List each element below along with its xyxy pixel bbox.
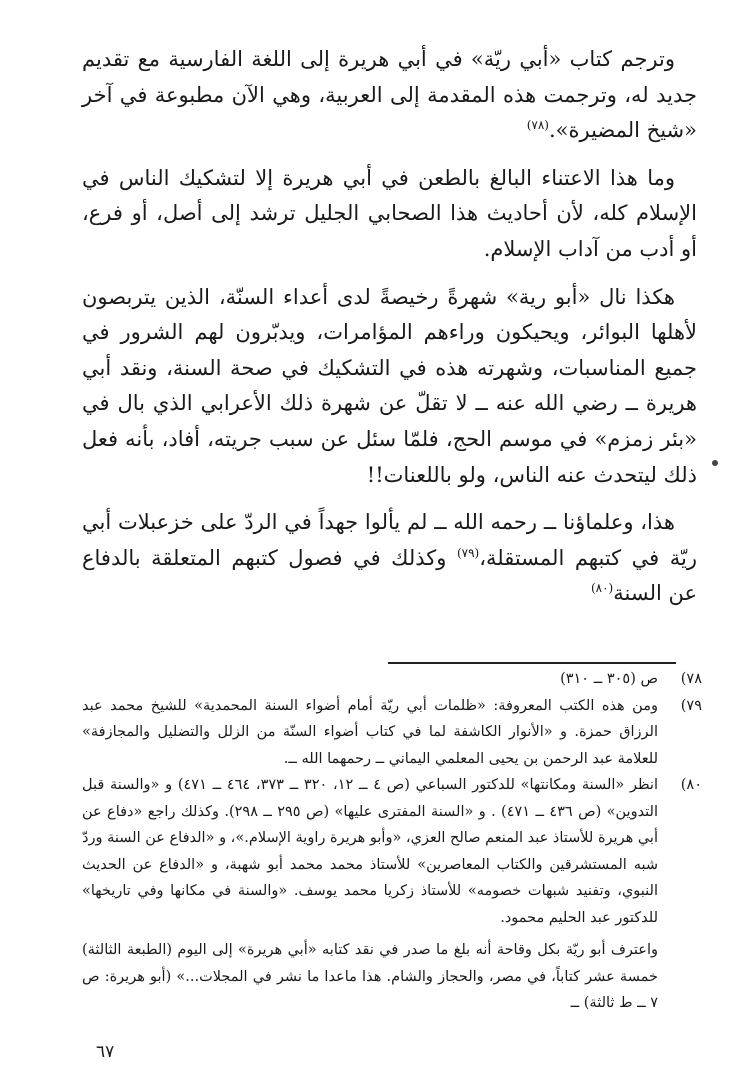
footnotes-block: [82, 666, 702, 1017]
paragraph-4-text-a: هذا، وعلماؤنا ــ رحمه الله ــ لم يألوا جهداً في الردّ على خزعبلات أبي ريّة في كتبهم المستقلة،: [82, 510, 697, 570]
footnote-text: ص (٣٠٥ ــ ٣١٠): [560, 671, 658, 687]
paragraph-2-text: وما هذا الاعتناء البالغ بالطعن في أبي هريرة إلا لتشكيك الناس في الإسلام كله، لأن أحاديث هذا الصحابي الجليل ترشد إلى أصل، أو فرع، أو أدب من آداب الإسلام.: [82, 165, 697, 261]
paragraph-4-text-b: وكذلك في فصول كتبهم المتعلقة بالدفاع عن السنة: [82, 545, 697, 606]
footnote-78: [82, 666, 702, 693]
footnote-text: انظر «السنة ومكانتها» للدكتور السباعي (ص ٤ ــ ١٢، ٣٢٠ ــ ٣٧٣، ٤٦٤ ــ ٤٧١) و «والسنة قبل التدوين» (ص ٤٣٦ ــ ٤٧١) . و «السنة المفترى عليها» (ص ٢٩٥ ــ ٢٩٨). وكذلك راجع «دفاع عن أبي هريرة للأستاذ عبد المنعم صالح العزي، «وأبو هريرة راوية الإسلام.»، و «الدفاع عن السنة وردّ شبه المستشرقين والكتاب المعاصرين» للأستاذ محمد محمد أبو شهبة، و «الدفاع عن الحديث النبوي، وتفنيد شبهات خصومه» للأستاذ زكريا محمد يوسف. «والسنة في مكانها وفي تاريخها» للدكتور عبد الحليم محمود.: [82, 777, 659, 926]
scan-speck: [712, 460, 718, 466]
footnote-ref-78: (٧٨): [526, 118, 549, 133]
paragraph-1: [82, 42, 697, 149]
footnote-continuation: واعترف أبو ريّة بكل وقاحة أنه بلغ ما صدر في نقد كتابه «أبي هريرة» إلى اليوم (الطبعة الثالثة) خمسة عشر كتاباً، في مصر، والحجاز والشام. هذا ماعدا ما نشر في المجلات...» (أبو هريرة: ص ٧ ــ ط ثالثة) ــ: [82, 942, 658, 1011]
paragraph-1-text: وترجم كتاب «أبي ريّة» في أبي هريرة إلى اللغة الفارسية مع تقديم جديد له، وترجمت هذه المقدمة إلى العربية، وهي الآن مطبوعة في آخر «شيخ المضيرة».: [82, 47, 697, 143]
footnote-separator: [388, 662, 676, 664]
footnote-number: ٧٩): [680, 697, 702, 714]
page-number: ٦٧: [96, 1042, 115, 1062]
paragraph-3: [82, 280, 697, 494]
footnote-ref-80: (٨٠): [590, 581, 614, 596]
main-text-block: [82, 42, 697, 612]
paragraph-3-text: هكذا نال «أبو رية» شهرةً رخيصةً لدى أعداء السنّة، الذين يتربصون لأهلها البوائر، ويحيكون وراءهم المؤامرات، ويدبّرون لهم الشرور في جميع المناسبات، وشهرته هذه في التشكيك في صحة السنة، ونقد أبي هريرة ــ رضي الله عنه ــ لا تقلّ عن شهرة ذلك الأعرابي الذي بال في «بئر زمزم» في موسم الحج، فلمّا سئل عن سبب جريته، أفاد، بأنه فعل ذلك ليتحدث عنه الناس، ولو باللعنات!!: [82, 284, 697, 487]
paragraph-4: [82, 505, 697, 612]
footnote-number: ٧٨): [680, 671, 702, 687]
footnote-79: [82, 693, 702, 773]
paragraph-2: [82, 161, 697, 268]
footnote-number: ٨٠): [680, 777, 702, 793]
footnote-80: [82, 772, 702, 931]
footnote-text: ومن هذه الكتب المعروفة: «ظلمات أبي ريّة أمام أضواء السنة المحمدية» للشيخ محمد عبد الرزاق حمزة. و «الأنوار الكاشفة لما في كتاب أضواء السنّة من الزلل والتضليل والمجازفة» للعلامة عبد الرحمن بن يحيى المعلمي اليماني ــ رحمهما الله ــ.: [82, 697, 658, 767]
footnote-ref-79: (٧٩): [456, 545, 480, 560]
